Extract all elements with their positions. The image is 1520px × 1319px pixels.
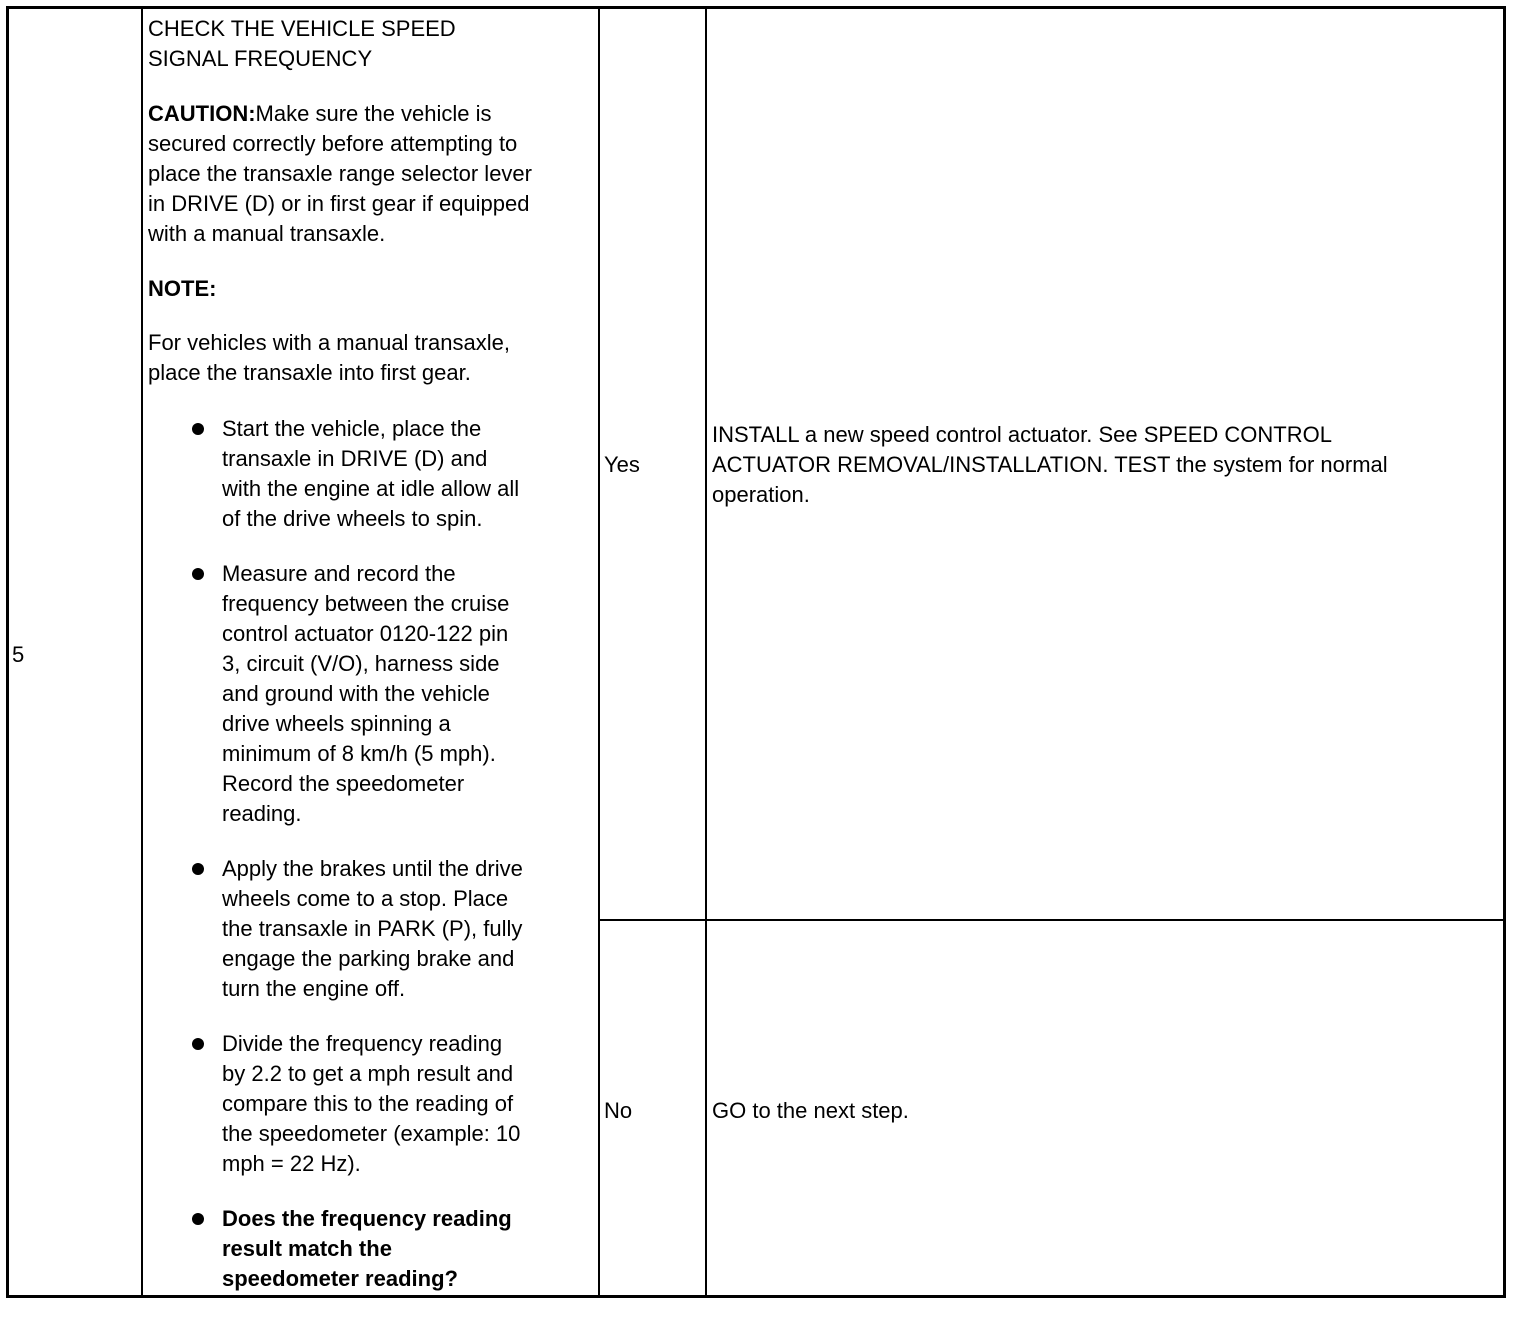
result-row-divider (598, 919, 1506, 921)
caution-block (148, 99, 588, 249)
list-item (188, 414, 588, 534)
list-item (188, 854, 588, 1004)
list-item-text: Apply the brakes until the drive wheels come to a stop. Place the transaxle in PARK (P), fully engage the parking brake and turn the engine off. (222, 856, 523, 1001)
caution-text: Make sure the vehicle is secured correctly before attempting to place the transaxle range selector lever in DRIVE (D) or in first gear if equipped with a manual transaxle. (148, 101, 532, 246)
list-item (188, 559, 588, 829)
yes-label: Yes (604, 452, 640, 477)
no-label: No (604, 1098, 633, 1123)
list-item (188, 1029, 588, 1179)
question-text: Does the frequency reading result match the speedometer reading? (222, 1206, 512, 1291)
step-number: 5 (12, 642, 25, 667)
bullet-icon (192, 568, 204, 580)
caution-label: CAUTION: (148, 101, 256, 126)
column-divider-2 (598, 8, 600, 1298)
instruction-list (188, 414, 588, 1319)
bullet-icon (192, 1038, 204, 1050)
bullet-icon (192, 1213, 204, 1225)
column-divider-3 (705, 8, 707, 1298)
no-action: GO to the next step. (712, 1098, 909, 1123)
bullet-icon (192, 423, 204, 435)
note-text: For vehicles with a manual transaxle, place the transaxle into first gear. (148, 330, 510, 385)
bullet-icon (192, 863, 204, 875)
step-title: CHECK THE VEHICLE SPEED SIGNAL FREQUENCY (148, 16, 456, 71)
list-item-text: Divide the frequency reading by 2.2 to get a mph result and compare this to the reading of the speedometer (example: 10 mph = 22 Hz). (222, 1031, 521, 1176)
yes-action: INSTALL a new speed control actuator. See SPEED CONTROL ACTUATOR REMOVAL/INSTALLATION. TEST the system for normal operation. (712, 422, 1388, 507)
note-label: NOTE: (148, 276, 217, 301)
list-item-text: Measure and record the frequency between the cruise control actuator 0120-122 pin 3, circuit (V/O), harness side and ground with the vehicle drive wheels spinning a minimum of 8 km/h (5 mph). Record the speedometer reading. (222, 561, 510, 826)
list-item-question (188, 1204, 588, 1294)
list-item-text: Start the vehicle, place the transaxle in DRIVE (D) and with the engine at idle allow all of the drive wheels to spin. (222, 416, 520, 531)
column-divider-1 (141, 8, 143, 1298)
